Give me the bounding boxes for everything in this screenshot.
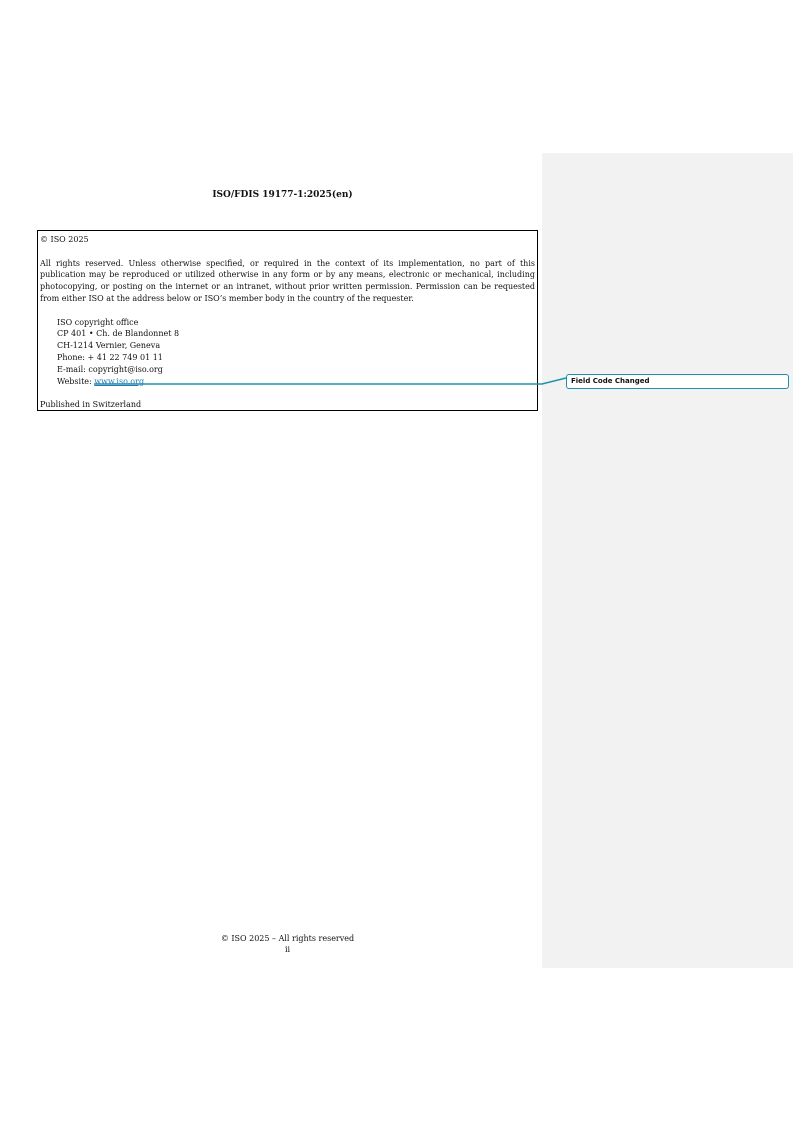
page-number: ii [284,945,291,954]
website-label: Website: [57,376,95,386]
website-link[interactable]: www.iso.org [94,376,145,386]
markup-pane [542,153,793,968]
address-line: E-mail: copyright@iso.org [57,364,163,374]
footer-copyright: © ISO 2025 – All rights reserved [220,934,355,943]
copyright-line: © ISO 2025 [40,235,89,244]
address-line: CH-1214 Vernier, Geneva [57,341,161,351]
rights-paragraph: All rights reserved. Unless otherwise specified, or required in the context of its implementation, no part of this publication may be reproduced or utilized otherwise in any form or by any means, electronic or mechanical, including photocopying, or posting on the internet or an intranet, without prior written permission. Permission can be requested from either ISO at the address below or ISO’s member body in the country of the requester. [40,258,535,303]
address-block [40,317,535,388]
website-line [57,376,535,388]
published-line: Published in Switzerland [40,400,142,410]
address-line: ISO copyright office [57,317,139,327]
page-footer [0,933,575,955]
address-line: CP 401 • Ch. de Blandonnet 8 [57,329,180,339]
address-line: Phone: + 41 22 749 01 11 [57,352,163,362]
document-header-title: ISO/FDIS 19177-1:2025(en) [212,190,353,200]
comment-balloon[interactable]: Field Code Changed [566,374,789,389]
copyright-box [37,230,538,411]
